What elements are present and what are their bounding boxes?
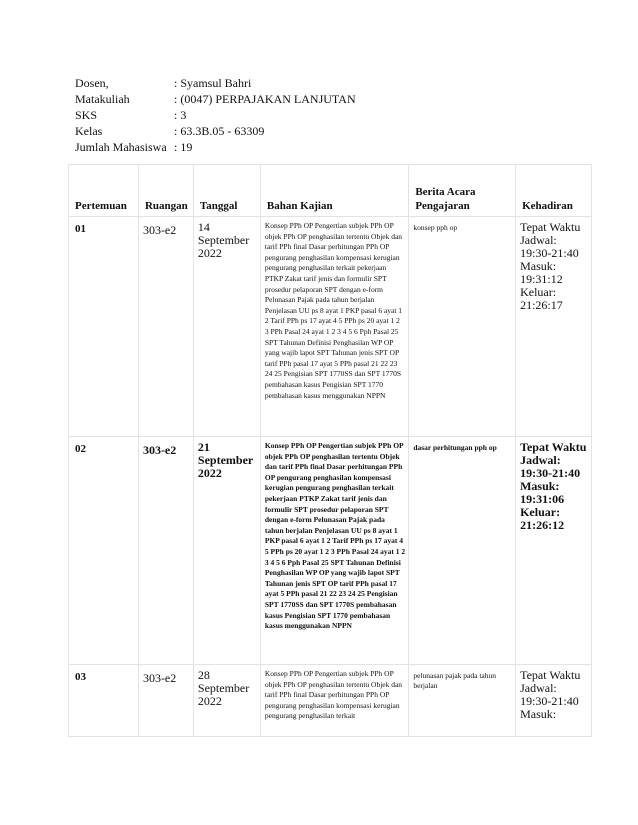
jumlah-label: Jumlah Mahasiswa [75, 140, 167, 154]
kehadiran-masuk: Masuk: 19:31:12 [520, 259, 563, 286]
tanggal-cell: 14 September 2022 [193, 217, 260, 437]
dosen-label: Dosen, [75, 76, 109, 90]
sks-value: : 3 [174, 108, 187, 122]
kehadiran-jadwal: Jadwal: 19:30-21:40 [520, 681, 579, 708]
berita-acara-cell: dasar perhitungan pph op [409, 437, 516, 665]
attendance-table [68, 164, 592, 737]
tanggal-cell: 28 September 2022 [193, 665, 260, 737]
pertemuan-cell: 03 [69, 665, 139, 737]
dosen-value: : Syamsul Bahri [174, 76, 252, 90]
matakuliah-value: : (0047) PERPAJAKAN LANJUTAN [174, 92, 356, 106]
table-row [69, 217, 592, 437]
bahan-kajian-cell: Konsep PPh OP Pengertian subjek PPh OP objek PPh OP penghasilan tertentu Objek dan tarif PPh final Dasar perhitungan PPh OP pengurang penghasilan kompensasi kerugian pengurang penghasilan terkait pekerjaan PTKP Zakat tarif jenis dan formulir SPT prosedur pelaporan SPT dengan e-form Pelunasan Pajak pada tahun berjalan Penjelasan UU ps 8 ayat 1 PKP pasal 6 ayat 1 2 Tarif PPh ps 17 ayat 4 5 PPh ps 20 ayat 1 2 3 PPh Pasal 24 ayat 1 2 3 4 5 6 Pph Pasal 25 SPT Tahunan Definisi Penghasilan WP OP yang wajib lapot SPT Tahunan jenis SPT OP tarif PPh pasal 17 ayat 5 PPh pasal 21 22 23 24 25 Pengisian SPT 1770SS dan SPT 1770S pembahasan kasus Pengisian SPT 1770 pembahasan kasus menggunakan NPPN [260, 437, 408, 665]
col-header-tanggal: Tanggal [193, 165, 260, 217]
kehadiran-masuk: Masuk: 19:31:06 [520, 479, 565, 506]
col-header-kehadiran: Kehadiran [516, 165, 592, 217]
berita-acara-cell: konsep pph op [409, 217, 516, 437]
jumlah-value: : 19 [174, 140, 193, 154]
col-header-berita-acara: Berita Acara Pengajaran [409, 165, 516, 217]
sks-label: SKS [75, 108, 98, 122]
header-row-matakuliah [75, 91, 356, 107]
kehadiran-jadwal: Jadwal: 19:30-21:40 [520, 233, 579, 260]
kehadiran-cell [516, 665, 592, 737]
table-row [69, 437, 592, 665]
kelas-label: Kelas [75, 124, 103, 138]
col-header-ruangan: Ruangan [138, 165, 193, 217]
pertemuan-cell: 02 [69, 437, 139, 665]
bahan-kajian-cell: Konsep PPh OP Pengertian subjek PPh OP objek PPh OP penghasilan tertentu Objek dan tarif PPh final Dasar perhitungan PPh OP pengurang penghasilan kompensasi kerugian pengurang penghasilan terkait pekerjaan PTKP Zakat tarif jenis dan formulir SPT prosedur pelaporan SPT dengan e-form Pelunasan Pajak pada tahun berjalan Penjelasan UU ps 8 ayat 1 PKP pasal 6 ayat 1 2 Tarif PPh ps 17 ayat 4 5 PPh ps 20 ayat 1 2 3 PPh Pasal 24 ayat 1 2 3 4 5 6 Pph Pasal 25 SPT Tahunan Definisi Penghasilan WP OP yang wajib lapot SPT Tahunan jenis SPT OP tarif PPh pasal 17 ayat 5 PPh pasal 21 22 23 24 25 Pengisian SPT 1770SS dan SPT 1770S pembahasan kasus Pengisian SPT 1770 pembahasan kasus menggunakan NPPN [260, 217, 408, 437]
tanggal-cell: 21 September 2022 [193, 437, 260, 665]
pertemuan-cell: 01 [69, 217, 139, 437]
ruangan-cell: 303-e2 [138, 665, 193, 737]
matakuliah-label: Matakuliah [75, 92, 130, 106]
kehadiran-status: Tepat Waktu [520, 668, 581, 682]
kehadiran-cell [516, 217, 592, 437]
table-row [69, 665, 592, 737]
col-header-bahan-kajian: Bahan Kajian [260, 165, 408, 217]
kehadiran-masuk: Masuk: [520, 707, 557, 721]
kehadiran-status: Tepat Waktu [520, 220, 581, 234]
header-row-kelas [75, 123, 356, 139]
col-header-pertemuan: Pertemuan [69, 165, 139, 217]
header-row-jumlah [75, 139, 356, 155]
header-row-dosen [75, 75, 356, 91]
ruangan-cell: 303-e2 [138, 217, 193, 437]
kehadiran-jadwal: Jadwal: 19:30-21:40 [520, 453, 581, 480]
course-header [75, 75, 356, 155]
kehadiran-cell [516, 437, 592, 665]
kehadiran-status: Tepat Waktu [520, 440, 587, 454]
table-header-row [69, 165, 592, 217]
kehadiran-keluar: Keluar: 21:26:12 [520, 505, 565, 532]
bahan-kajian-cell: Konsep PPh OP Pengertian subjek PPh OP objek PPh OP penghasilan tertentu Objek dan tarif PPh final Dasar perhitungan PPh OP pengurang penghasilan kompensasi kerugian pengurang penghasilan terkait [260, 665, 408, 737]
kelas-value: : 63.3B.05 - 63309 [174, 124, 265, 138]
ruangan-cell: 303-e2 [138, 437, 193, 665]
header-row-sks [75, 107, 356, 123]
berita-acara-cell: pelunasan pajak pada tahun berjalan [409, 665, 516, 737]
kehadiran-keluar: Keluar: 21:26:17 [520, 285, 563, 312]
